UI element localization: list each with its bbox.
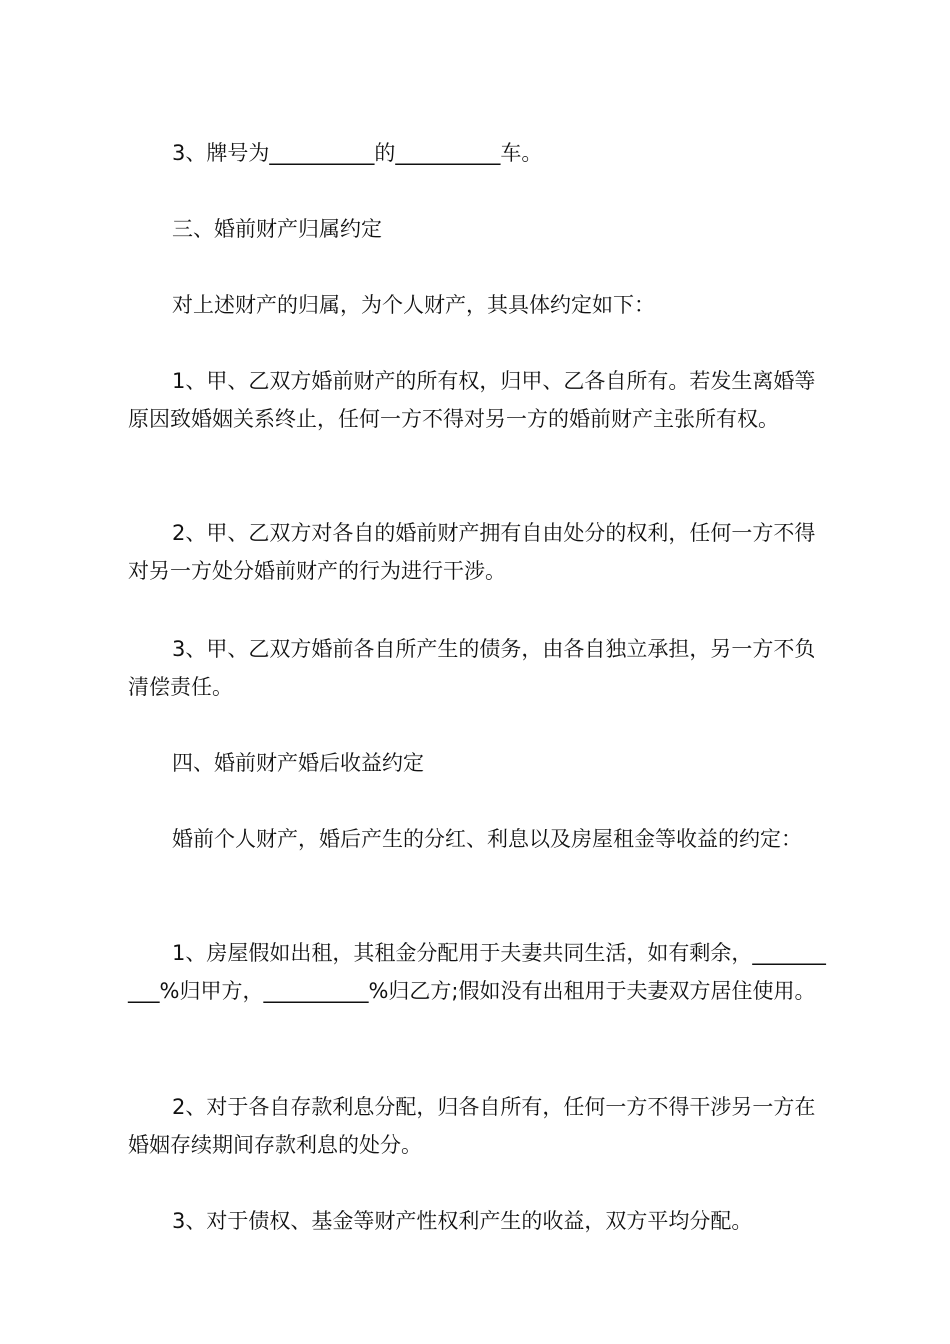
- paragraph-clause-2: 2、甲、乙双方对各自的婚前财产拥有自由处分的权利，任何一方不得对另一方处分婚前财产的行为进行干涉。: [128, 521, 816, 583]
- paragraph-income-intro: 婚前个人财产，婚后产生的分红、利息以及房屋租金等收益的约定：: [172, 827, 802, 851]
- paragraph-rent: 1、房屋假如出租，其租金分配用于夫妻共同生活，如有剩余，__________%归甲方，__________%归乙方;假如没有出租用于夫妻双方居住使用。: [128, 941, 826, 1003]
- paragraph-clause-1: 1、甲、乙双方婚前财产的所有权，归甲、乙各自所有。若发生离婚等原因致婚姻关系终止，任何一方不得对另一方的婚前财产主张所有权。: [128, 369, 816, 431]
- section-heading-3: 三、婚前财产归属约定: [172, 217, 382, 241]
- paragraph-clause-3: 3、甲、乙双方婚前各自所产生的债务，由各自独立承担，另一方不负清偿责任。: [128, 637, 816, 699]
- paragraph-fund-income: 3、对于债权、基金等财产性权利产生的收益，双方平均分配。: [172, 1209, 753, 1233]
- paragraph-vehicle-plate: 3、牌号为__________的__________车。: [172, 141, 543, 165]
- section-heading-4: 四、婚前财产婚后收益约定: [172, 751, 424, 775]
- paragraph-intro: 对上述财产的归属，为个人财产，其具体约定如下：: [172, 293, 655, 317]
- paragraph-interest: 2、对于各自存款利息分配，归各自所有，任何一方不得干涉另一方在婚姻存续期间存款利息的处分。: [128, 1095, 816, 1157]
